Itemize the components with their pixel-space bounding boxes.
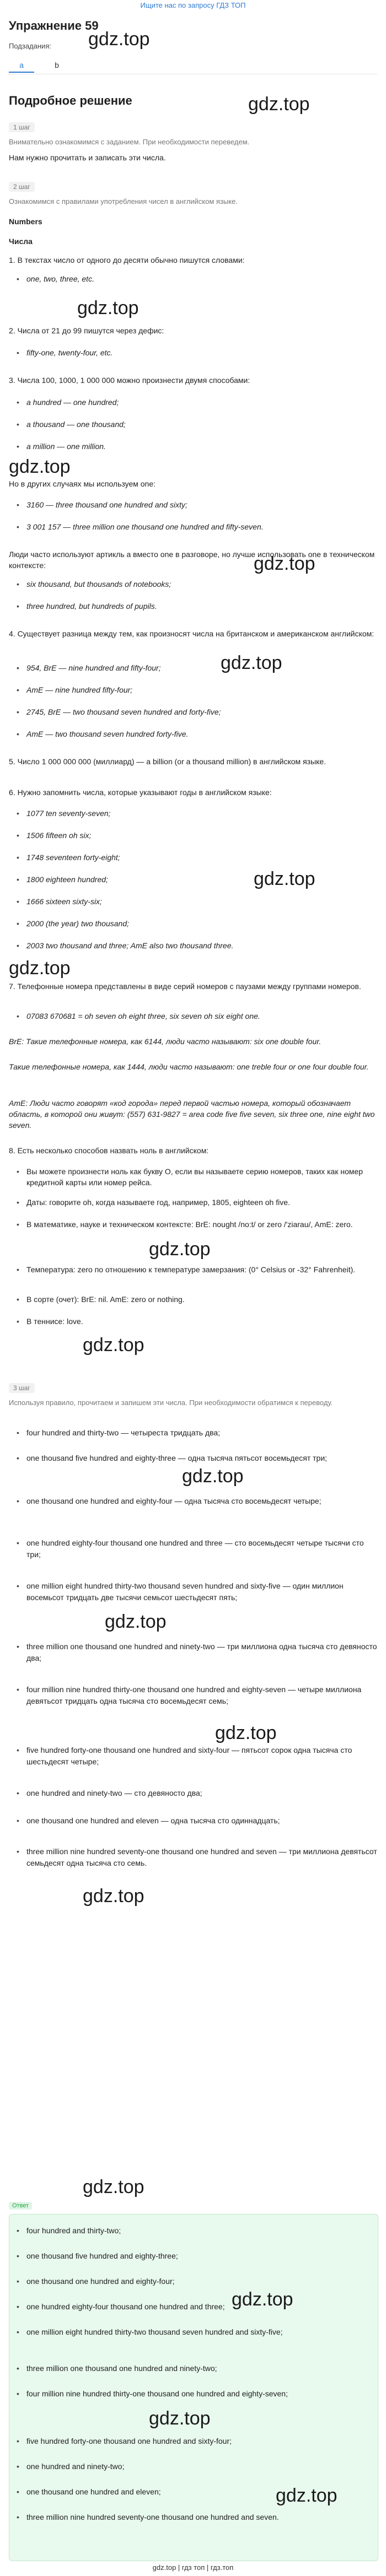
watermark: gdz.top bbox=[254, 868, 315, 889]
watermark: gdz.top bbox=[105, 1611, 167, 1632]
watermark: gdz.top bbox=[88, 29, 150, 50]
list-item: • five hundred forty-one thousand one hundred and sixty-four — пятьсот сорок одна тысяча сто шестьдесят четыре; bbox=[26, 1745, 377, 1768]
list-item: • 1077 ten seventy-seven; bbox=[26, 808, 379, 819]
answer-box bbox=[9, 2214, 378, 2561]
list-item: • six thousand, but thousands of notebooks; bbox=[26, 579, 379, 590]
list-item: • В математике, науке и техническом контексте: BrE: nought /no:t/ or zero /'ziarau/, AmE: zero. bbox=[26, 1219, 379, 1230]
step-label: 2 шаг bbox=[9, 182, 35, 192]
rule-3: 3. Числа 100, 1000, 1 000 000 можно произнести двумя способами: bbox=[9, 376, 250, 385]
list-item: • one million eight hundred thirty-two thousand seven hundred and sixty-five — один миллион восемьсот тридцать две тысячи семьсот шестьдесят пять; bbox=[26, 1580, 377, 1603]
watermark: gdz.top bbox=[149, 1239, 211, 1260]
rule-2: 2. Числа от 21 до 99 пишутся через дефис: bbox=[9, 326, 164, 335]
list-item: • one hundred and ninety-two — сто девяносто два; bbox=[26, 1787, 377, 1799]
list-item: • 2745, BrE — two thousand seven hundred and forty-five; bbox=[26, 706, 379, 717]
list-item: • four hundred and thirty-two — четыреста тридцать два; bbox=[26, 1427, 377, 1439]
list-item: • a hundred — one hundred; bbox=[26, 397, 379, 408]
rule-1: 1. В текстах число от одного до десяти обычно пишутся словами: bbox=[9, 256, 245, 264]
footer: gdz.top | гдз топ | гдз.топ bbox=[152, 2563, 234, 2572]
list-item: • four million nine hundred thirty-one thousand one hundred and eighty-seven — четыре миллиона девятьсот тридцать одна тысяча сто восемьдесят семь; bbox=[26, 1684, 377, 1707]
rule-subheading: Числа bbox=[9, 237, 33, 246]
list-item: • AmE — two thousand seven hundred forty-five. bbox=[26, 728, 379, 739]
list-item: • В сорте (очет): BrE: nil. AmE: zero or nothing. bbox=[26, 1294, 379, 1305]
watermark: gdz.top bbox=[182, 1466, 244, 1487]
tab-a[interactable]: a bbox=[9, 58, 34, 73]
subtasks-label: Подзадания: bbox=[9, 42, 51, 50]
watermark: gdz.top bbox=[221, 652, 282, 673]
list-item: • three hundred, but hundreds of pupils. bbox=[26, 601, 379, 612]
rule-5: 5. Число 1 000 000 000 (миллиард) — a billion (or a thousand million) в английском языке. bbox=[9, 757, 326, 766]
list-item: • AmE — nine hundred fifty-four; bbox=[26, 684, 379, 695]
list-item: • 1800 eighteen hundred; bbox=[26, 874, 379, 885]
answer-item: • one hundred and ninety-two; bbox=[26, 2461, 377, 2472]
exercise-title: Упражнение 59 bbox=[9, 19, 99, 33]
watermark: gdz.top bbox=[254, 553, 315, 574]
step-text: Нам нужно прочитать и записать эти числа. bbox=[9, 153, 166, 162]
list-item: • Вы можете произнести ноль как букву O, если вы называете серию номеров, таких как номер кредитной карты или номер рейса. bbox=[26, 1166, 379, 1188]
list-item: • three million nine hundred seventy-one thousand one hundred and seven — три миллиона девятьсот семьдесят одна тысяча сто семь. bbox=[26, 1846, 377, 1869]
step-label: 3 шаг bbox=[9, 1383, 35, 1393]
step-intro: Внимательно ознакомимся с заданием. При необходимости переведем. bbox=[9, 138, 250, 146]
list-item: • a million — one million. bbox=[26, 441, 379, 452]
step-label: 1 шаг bbox=[9, 122, 35, 132]
rule-8: 8. Есть несколько способов назвать ноль в английском: bbox=[9, 1146, 209, 1155]
answer-item: • one thousand one hundred and eighty-four; bbox=[26, 2276, 377, 2287]
step-intro: Ознакомимся с правилами употребления чисел в английском языке. bbox=[9, 197, 238, 206]
list-item: • 2000 (the year) two thousand; bbox=[26, 918, 379, 929]
rule-7b: Такие телефонные номера, как 1444, люди часто называют: one treble four or one four double four. bbox=[9, 1062, 369, 1071]
list-item: • В теннисе: love. bbox=[26, 1316, 379, 1327]
watermark: gdz.top bbox=[232, 2289, 293, 2310]
watermark: gdz.top bbox=[276, 2485, 337, 2506]
list-item: • one, two, three, etc. bbox=[26, 273, 379, 284]
answer-item: • three million nine hundred seventy-one thousand one hundred and seven. bbox=[26, 2512, 377, 2523]
rule-6: 6. Нужно запомнить числа, которые указывают годы в английском языке: bbox=[9, 788, 272, 797]
list-item: • one thousand one hundred and eighty-four — одна тысяча сто восемьдесят четыре; bbox=[26, 1495, 377, 1507]
answer-item: • four hundred and thirty-two; bbox=[26, 2225, 377, 2237]
watermark: gdz.top bbox=[215, 1722, 277, 1743]
list-item: • 2003 two thousand and three; AmE also two thousand three. bbox=[26, 940, 379, 951]
watermark: gdz.top bbox=[83, 1335, 144, 1355]
watermark: gdz.top bbox=[9, 958, 71, 979]
answer-item: • one hundred eighty-four thousand one hundred and three; bbox=[26, 2301, 377, 2313]
list-item: • 1666 sixteen sixty-six; bbox=[26, 896, 379, 907]
list-item: • one thousand one hundred and eleven — одна тысяча сто одиннадцать; bbox=[26, 1815, 377, 1827]
subtask-tabs bbox=[9, 55, 377, 74]
answer-item: • one thousand five hundred and eighty-three; bbox=[26, 2250, 377, 2262]
list-item: • fifty-one, twenty-four, etc. bbox=[26, 347, 379, 358]
watermark: gdz.top bbox=[77, 298, 139, 318]
list-item: • Температура: zero по отношению к температуре замерзания: (0° Celsius or -32° Fahrenheit). bbox=[26, 1264, 379, 1275]
answer-item: • one million eight hundred thirty-two thousand seven hundred and sixty-five; bbox=[26, 2326, 377, 2338]
rule-heading: Numbers bbox=[9, 217, 42, 226]
watermark: gdz.top bbox=[83, 1886, 144, 1907]
answer-label: Ответ bbox=[9, 2202, 32, 2210]
answer-item: • three million one thousand one hundred and ninety-two; bbox=[26, 2363, 377, 2374]
watermark: gdz.top bbox=[149, 2408, 211, 2429]
watermark: gdz.top bbox=[83, 2177, 144, 2197]
answer-item: • one thousand one hundred and eleven; bbox=[26, 2486, 377, 2498]
list-item: • 1506 fifteen oh six; bbox=[26, 830, 379, 841]
rule-3c: Люди часто используют артикль а вместо one в разговоре, но лучше использовать one в техническом контексте: bbox=[9, 550, 375, 570]
list-item: • one thousand five hundred and eighty-three — одна тысяча пятьсот восемьдесят три; bbox=[26, 1452, 377, 1464]
tab-b[interactable]: b bbox=[55, 61, 59, 69]
rule-7c: AmE: Люди часто говорят «код города» перед первой частью номера, который обозначает область, в которой они живут: (557) 631-9827 = area code five five seven, six three one, nine eight two seven. bbox=[9, 1099, 375, 1130]
list-item: • Даты: говорите oh, когда называете год, например, 1805, eighteen oh five. bbox=[26, 1197, 379, 1208]
list-item: • 3 001 157 — three million one thousand one hundred and fifty-seven. bbox=[26, 521, 379, 532]
list-item: • 07083 670681 = oh seven oh eight three, six seven oh six eight one. bbox=[26, 1011, 379, 1022]
list-item: • one hundred eighty-four thousand one hundred and three — сто восемьдесят четыре тысячи сто три; bbox=[26, 1537, 377, 1560]
list-item: • 3160 — three thousand one hundred and sixty; bbox=[26, 499, 379, 510]
rule-4: 4. Существует разница между тем, как произносят числа на британском и американском английском: bbox=[9, 629, 374, 638]
watermark: gdz.top bbox=[9, 456, 71, 477]
rule-3b: Но в других случаях мы используем one: bbox=[9, 479, 156, 488]
list-item: • three million one thousand one hundred and ninety-two — три миллиона одна тысяча сто девяносто два; bbox=[26, 1641, 377, 1664]
solution-title: Подробное решение bbox=[9, 94, 132, 107]
answer-item: • four million nine hundred thirty-one thousand one hundred and eighty-seven; bbox=[26, 2388, 377, 2400]
answer-item: • five hundred forty-one thousand one hundred and sixty-four; bbox=[26, 2435, 377, 2447]
list-item: • 1748 seventeen forty-eight; bbox=[26, 852, 379, 863]
list-item: • a thousand — one thousand; bbox=[26, 419, 379, 430]
rule-7: 7. Телефонные номера представлены в виде серий номеров с паузами между группами номеров. bbox=[9, 982, 361, 991]
step-intro: Используя правило, прочитаем и запишем эти числа. При необходимости обратимся к переводу. bbox=[9, 1398, 333, 1407]
rule-7a: BrE: Такие телефонные номера, как 6144, люди часто называют: six one double four. bbox=[9, 1037, 321, 1046]
top-promo-bar bbox=[0, 0, 386, 9]
list-item: • 954, BrE — nine hundred and fifty-four; bbox=[26, 662, 379, 673]
top-promo-link[interactable]: Ищите нас по запросу ГДЗ ТОП bbox=[140, 1, 246, 9]
watermark: gdz.top bbox=[248, 94, 310, 115]
